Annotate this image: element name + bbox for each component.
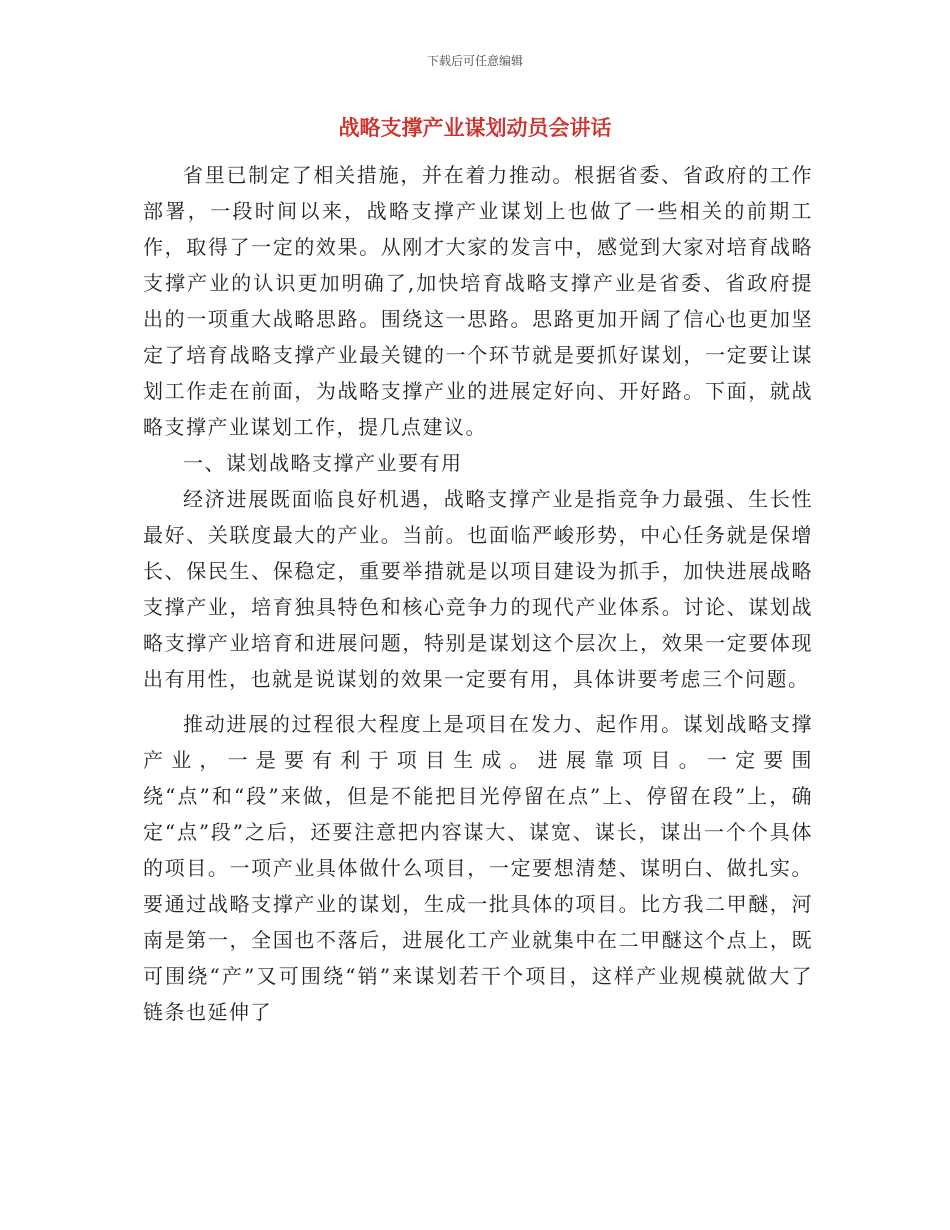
paragraph-section-1: 经济进展既面临良好机遇，战略支撑产业是指竞争力最强、生长性最好、关联度最大的产业。当前。也面临严峻形势，中心任务就是保增长、保民生、保稳定，重要举措就是以项目建设为抓手，加快进展战略支撑产业，培育独具特色和核心竞争力的现代产业体系。讨论、谋划战略支撑产业培育和进展问题，特别是谋划这个层次上，效果一定要体现出有用性，也就是说谋划的效果一定要有用，具体讲要考虑三个问题。 [143,487,813,691]
paragraph-projects: 推动进展的过程很大程度上是项目在发力、起作用。谋划战略支撑产业，一是要有利于项目生成。进展靠项目。一定要围绕“点”和“段”来做，但是不能把目光停留在点”上、停留在段”上，确定“点”段”之后，还要注意把内容谋大、谋宽、谋长，谋出一个个具体的项目。一项产业具体做什么项目，一定要想清楚、谋明白、做扎实。要通过战略支撑产业的谋划，生成一批具体的项目。比方我二甲醚，河南是第一，全国也不落后，进展化工产业就集中在二甲醚这个点上，既可围绕“产”又可围绕“销”来谋划若干个项目，这样产业规模就做大了链条也延伸了 [143,712,813,1024]
section-heading-1: 一、谋划战略支撑产业要有用 [183,451,463,475]
page-header: 下载后可任意编辑 [426,54,523,68]
document-title: 战略支撑产业谋划动员会讲话 [338,116,612,140]
document-body [143,157,813,1030]
paragraph-intro: 省里已制定了相关措施，并在着力推动。根据省委、省政府的工作部署，一段时间以来，战略支撑产业谋划上也做了一些相关的前期工作，取得了一定的效果。从刚才大家的发言中，感觉到大家对培育战略支撑产业的认识更加明确了,加快培育战略支撑产业是省委、省政府提出的一项重大战略思路。围绕这一思路。思路更加开阔了信心也更加坚定了培育战略支撑产业最关键的一个环节就是要抓好谋划，一定要让谋划工作走在前面，为战略支撑产业的进展定好向、开好路。下面，就战略支撑产业谋划工作，提几点建议。 [143,163,813,439]
